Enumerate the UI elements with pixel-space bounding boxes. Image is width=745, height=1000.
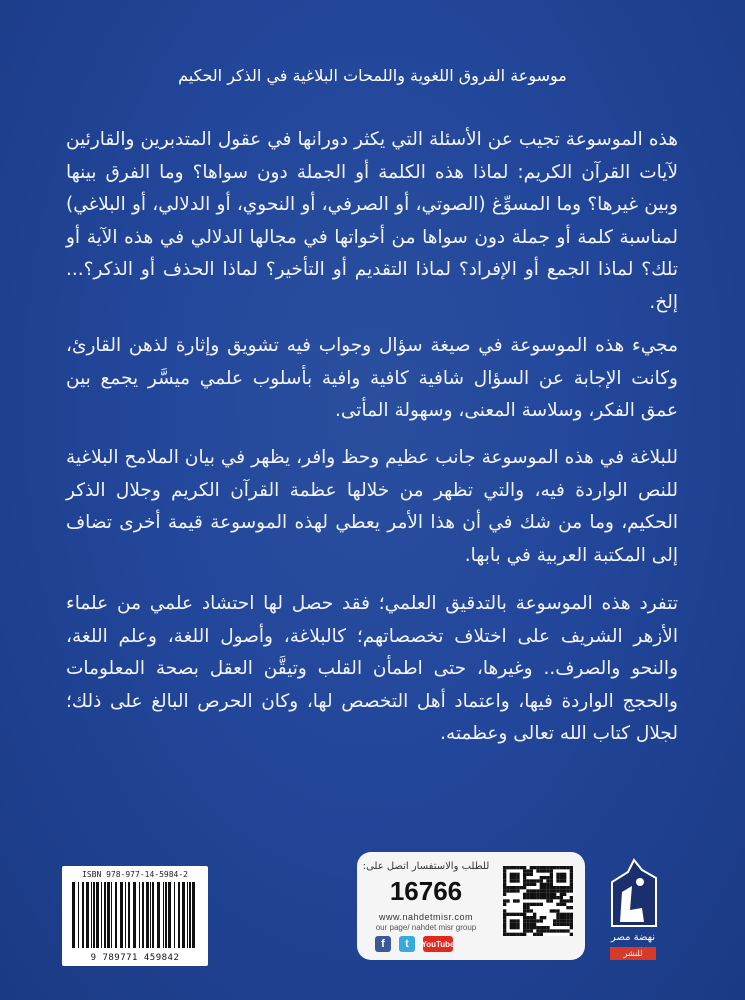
barcode-bar (125, 882, 126, 948)
barcode-bars (70, 882, 200, 948)
barcode-bar (192, 882, 195, 948)
barcode-bar (165, 882, 167, 948)
barcode-bar (150, 882, 151, 948)
publisher-logo (598, 852, 668, 964)
barcode-bar (187, 882, 188, 948)
hotline-number: 16766 (389, 876, 463, 906)
barcode-bar (182, 882, 185, 948)
youtube-icon[interactable]: YouTube (423, 936, 453, 952)
website-link[interactable]: www.nahdetmisr.com (378, 912, 474, 922)
isbn-label: ISBN 978-977-14-5984-2 (82, 870, 188, 879)
twitter-icon[interactable]: t (399, 936, 415, 952)
paragraph-3: للبلاغة في هذه الموسوعة جانب عظيم وحظ وافر، يظهر في بيان الملامح البلاغية للنص الواردة فيه، والتي تظهر من خلالها عظمة القرآن الكريم وجلال الذكر الحكيم، وما من شك في أن هذا الأمر يعطي لهذه الموسوعة قيمة أخرى تضاف إلى المكتبة العربية في بابها. (66, 447, 678, 566)
barcode-bar (107, 882, 110, 948)
barcode-bar (146, 882, 149, 948)
isbn-barcode (62, 866, 208, 966)
barcode-bar (78, 882, 79, 948)
barcode-bar (168, 882, 171, 948)
barcode-bar (96, 882, 99, 948)
barcode-bar (174, 882, 175, 948)
barcode-bar (72, 882, 75, 948)
contact-label: للطلب والاستفسار اتصل على: (362, 861, 490, 872)
qr-code-icon[interactable] (503, 866, 573, 936)
barcode-bar (189, 882, 191, 948)
barcode-bar (86, 882, 89, 948)
barcode-bar (93, 882, 95, 948)
publisher-emblem-icon (598, 852, 668, 930)
barcode-bar (178, 882, 180, 948)
barcode-bar (128, 882, 130, 948)
barcode-bar (142, 882, 144, 948)
social-page-text: our page/ nahdet misr group (375, 923, 477, 932)
barcode-bar (104, 882, 106, 948)
social-icons (375, 936, 453, 952)
contact-card (357, 852, 585, 960)
publisher-tag: للنشر (610, 947, 656, 960)
barcode-bar (111, 882, 112, 948)
barcode-bar (91, 882, 92, 948)
barcode-bar (163, 882, 164, 948)
barcode-bar (115, 882, 117, 948)
paragraph-4: تتفرد هذه الموسوعة بالتدقيق العلمي؛ فقد حصل لها احتشاد علمي من علماء الأزهر الشريف على اختلاف تخصصاتهم؛ كالبلاغة، وأصول اللغة، وعلم اللغة، والنحو والصرف.. وغيرها، حتى اطمأن القلب وتيقَّن العقل بصحة المعلومات والحجج الواردة فيها، واعتماد أهل التخصص لها، وكان الحرص البالغ على ذلك؛ لجلال كتاب الله تعالى وعظمته. (66, 593, 678, 744)
barcode-bar (157, 882, 160, 948)
publisher-name: نهضة مصر (610, 932, 656, 943)
barcode-bar (82, 882, 84, 948)
isbn-number: 9 789771 459842 (90, 953, 180, 963)
paragraph-2: مجيء هذه الموسوعة في صيغة سؤال وجواب فيه تشويق وإثارة لذهن القارئ، وكانت الإجابة عن السؤال شافية كافية وافية بأسلوب علمي ميسَّر يجمع بين عمق الفكر، وسلاسة المعنى، وسهولة المأتى. (66, 335, 678, 421)
barcode-bar (152, 882, 154, 948)
book-title: موسوعة الفروق اللغوية واللمحات البلاغية في الذكر الحكيم (178, 66, 567, 85)
barcode-bar (139, 882, 140, 948)
facebook-icon[interactable]: f (375, 936, 391, 952)
barcode-bar (133, 882, 136, 948)
barcode-bar (120, 882, 123, 948)
paragraph-1: هذه الموسوعة تجيب عن الأسئلة التي يكثر دورانها في عقول المتدبرين والقارئين لآيات القرآن الكريم: لماذا هذه الكلمة أو الجملة دون سواها؟ وما الفرق بينها وبين غيرها؟ وما المسوِّغ (الصوتي، أو الصرفي، أو النحوي، أو الدلالي، أو البلاغي) لمناسبة كلمة أو جملة دون سواها من أخواتها في مجالها الدلالي في هذه الآية أو تلك؟ لماذا الجمع أو الإفراد؟ لماذا التقديم أو التأخير؟ لماذا الحذف أو الذكر؟... إلخ. (66, 129, 678, 313)
barcode-bar (101, 882, 102, 948)
